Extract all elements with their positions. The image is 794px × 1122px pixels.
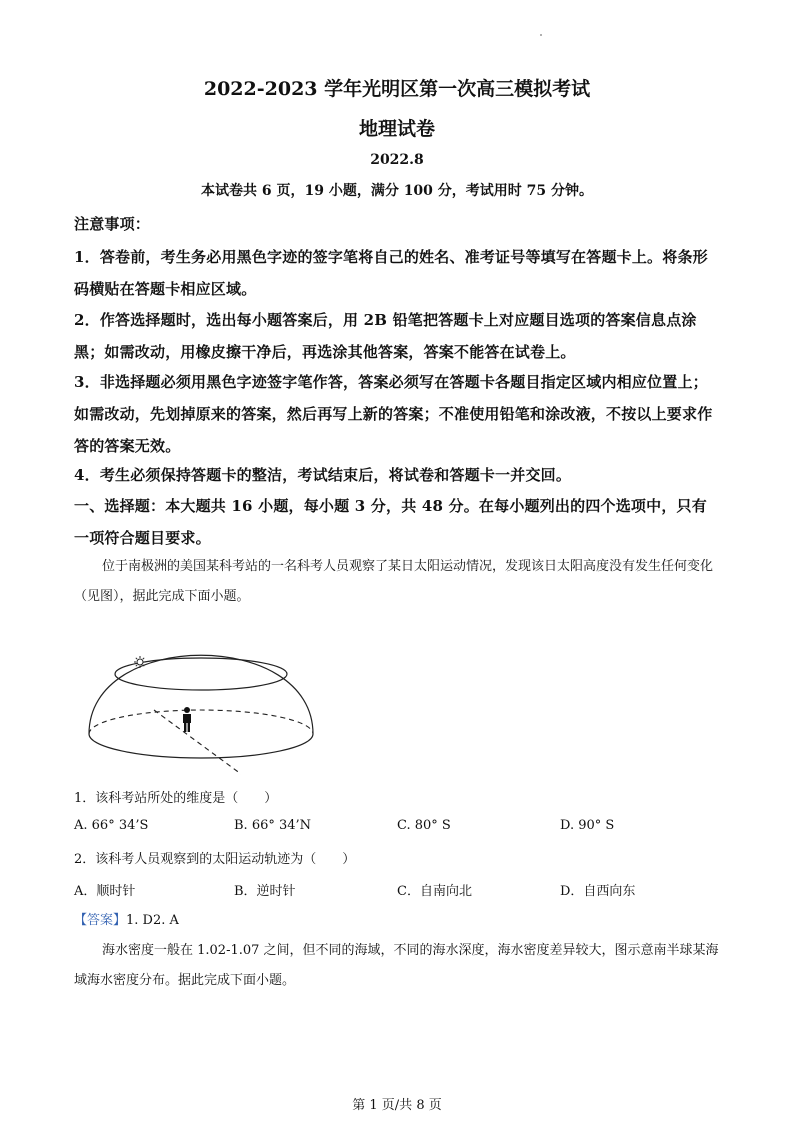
- celestial-hemisphere-figure: [76, 614, 326, 779]
- notice-item-4: 4．考生必须保持答题卡的整洁，考试结束后，将试卷和答题卡一并交回。: [74, 466, 572, 484]
- question-1-option-d: D. 90° S: [560, 818, 615, 833]
- exam-title: 2022-2023 学年光明区第一次高三模拟考试: [203, 78, 591, 100]
- notice-item-2: 2．作答选择题时，选出每小题答案后，用 2B 铅笔把答题卡上对应题目选项的答案信息点涂黑；如需改动，用橡皮擦干净后，再选涂其他答案，答案不能答在试卷上。: [74, 311, 697, 361]
- question-1-stem: 1．该科考站所处的维度是（ ）: [74, 791, 278, 806]
- answer-line: [74, 909, 179, 928]
- scan-dot: [540, 34, 542, 36]
- exam-summary: 本试卷共 6 页，19 小题，满分 100 分，考试用时 75 分钟。: [200, 183, 594, 199]
- hemisphere-diagram: [76, 614, 326, 779]
- question-1-option-b: B. 66° 34’N: [234, 818, 312, 833]
- question-2-option-d: D．自西向东: [560, 884, 636, 899]
- passage-2: 海水密度一般在 1.02-1.07 之间，但不同的海域，不同的海水深度，海水密度差异较大，图示意南半球某海域海水密度分布。据此完成下面小题。: [74, 943, 719, 988]
- exam-date: 2022.8: [370, 152, 424, 168]
- notice-heading: 注意事项：: [74, 215, 151, 233]
- question-2-option-c: C．自南向北: [397, 884, 472, 899]
- question-2-option-a: A．顺时针: [74, 884, 136, 899]
- person-icon: [183, 707, 191, 732]
- sun-icon: [134, 656, 146, 668]
- subject-title: 地理试卷: [358, 118, 435, 140]
- meridian-line: [154, 710, 241, 774]
- answer-text: 1. D2. A: [126, 913, 179, 928]
- question-2-option-b: B．逆时针: [234, 884, 296, 899]
- horizon-front: [89, 734, 313, 758]
- answer-label: 【答案】: [74, 913, 127, 928]
- passage-1: 位于南极洲的美国某科考站的一名科考人员观察了某日太阳运动情况，发现该日太阳高度没有发生任何变化（见图），据此完成下面小题。: [74, 559, 714, 604]
- horizon-back: [89, 710, 313, 734]
- section-heading: 一、选择题：本大题共 16 小题，每小题 3 分，共 48 分。在每小题列出的四个选项中，只有一项符合题目要求。: [74, 497, 707, 547]
- question-2-stem: 2．该科考人员观察到的太阳运动轨迹为（ ）: [74, 852, 356, 867]
- page-footer: 第 1 页/共 8 页: [352, 1098, 442, 1113]
- question-1-option-a: A. 66° 34’S: [74, 818, 149, 833]
- question-1-option-c: C. 80° S: [397, 818, 451, 833]
- notice-item-1: 1．答卷前，考生务必用黑色字迹的签字笔将自己的姓名、准考证号等填写在答题卡上。将条形码横贴在答题卡相应区域。: [74, 248, 708, 298]
- notice-item-3: 3．非选择题必须用黑色字迹签字笔作答，答案必须写在答题卡各题目指定区域内相应位置上；如需改动，先划掉原来的答案，然后再写上新的答案；不准使用铅笔和涂改液，不按以上要求作答的答案无效。: [74, 373, 713, 455]
